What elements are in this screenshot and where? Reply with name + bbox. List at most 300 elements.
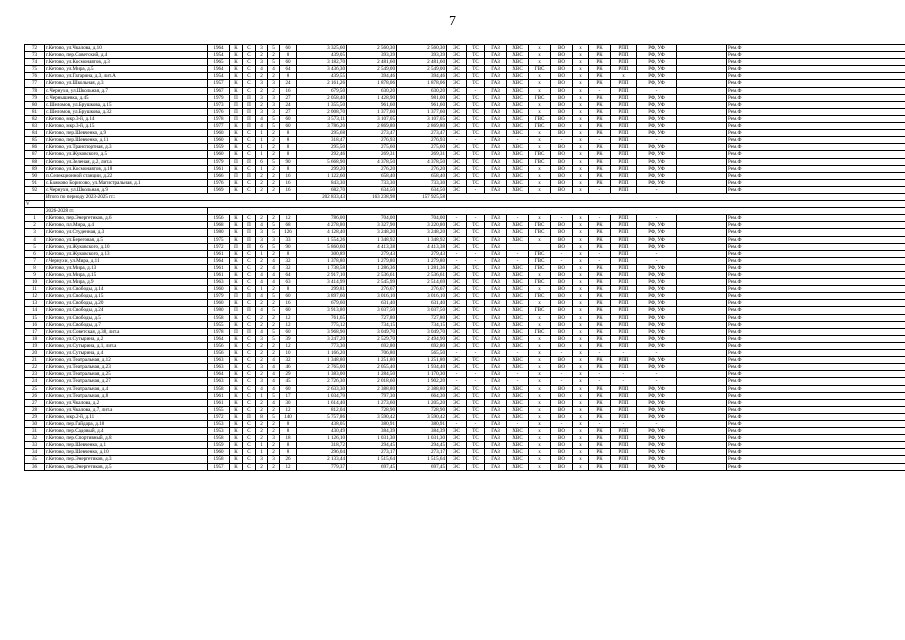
table-row (25, 335, 905, 342)
cell-h: - (507, 420, 529, 427)
cell-v2: 3 590,42 (347, 413, 397, 420)
cell-b: 5 (268, 413, 280, 420)
cell-h: ХВС (507, 158, 529, 165)
cell-l: РК (589, 413, 611, 420)
cell-g: ГАЗ (485, 101, 507, 108)
cell-year: 1958 (208, 314, 230, 321)
cell-p: Рем.Ф (727, 172, 905, 179)
cell-v2: 704,00 (347, 215, 397, 222)
cell-addr: г.Чернухи, ул.Мира, д.11 (45, 257, 208, 264)
cell-e: ЭС (447, 66, 467, 73)
cell-l: РК (589, 357, 611, 364)
cell-v2: 3 327,90 (347, 222, 397, 229)
cell-j: ВО (551, 87, 573, 94)
cell-t: ТС (467, 172, 485, 179)
cell-p: Рем.Ф (727, 335, 905, 342)
cell-o (677, 215, 727, 222)
cell-v2: 2 055,40 (347, 364, 397, 371)
cell-o (677, 264, 727, 271)
cell-o (677, 371, 727, 378)
cell-fl: С (243, 179, 256, 186)
cell-l: РК (589, 144, 611, 151)
cell-h: - (507, 137, 529, 144)
cell-year: 1956 (208, 342, 230, 349)
cell-a: 2 (256, 52, 268, 59)
table-row (25, 137, 905, 144)
cell-p: Рем.Ф (727, 406, 905, 413)
cell-addr: г.Кетово, пер.Шевченко, д.1 (45, 442, 208, 449)
cell-p: Рем.Ф (727, 307, 905, 314)
cell-p: Рем.Ф (727, 385, 905, 392)
cell-v2: 2 529,70 (347, 335, 397, 342)
table-row (25, 364, 905, 371)
cell-addr: с.Бажково Борисово, ул.Магистральная, д.1 (45, 179, 208, 186)
cell-m: РПП (611, 52, 637, 59)
cell-b: 5 (268, 392, 280, 399)
cell-n: 30 (25, 420, 45, 427)
cell-p: Рем.Ф (727, 314, 905, 321)
cell-a: 4 (256, 272, 268, 279)
cell-h: ХВС (507, 286, 529, 293)
cell-h: ХВС (507, 45, 529, 52)
cell-addr: г.Кетово, ул.Советская, д.38, лит.а (45, 328, 208, 335)
cell-v1: 439,55 (297, 73, 347, 80)
cell-l: - (589, 378, 611, 385)
cell-p: Рем.Ф (727, 73, 905, 80)
cell-t: ТС (467, 94, 485, 101)
cell-i: ГВС (529, 229, 551, 236)
cell-n: 78 (25, 87, 45, 94)
cell-g: ГАЗ (485, 94, 507, 101)
cell-l: РК (589, 314, 611, 321)
cell-v3: 704,00 (397, 215, 447, 222)
cell-e: ЭС (447, 59, 467, 66)
cell-t: ТС (467, 165, 485, 172)
cell-v2: 2 545,99 (347, 279, 397, 286)
cell-e: ЭС (447, 222, 467, 229)
cell-v3: 3 037,50 (397, 307, 447, 314)
cell-mat: К (230, 413, 243, 420)
cell-j: ВО (551, 101, 573, 108)
cell-v1: 1 383,00 (297, 371, 347, 378)
cell-n: 8 (25, 264, 45, 271)
cell-g: ГАЗ (485, 45, 507, 52)
cell-v2: 630,20 (347, 87, 397, 94)
cell-p: Рем.Ф (727, 250, 905, 257)
cell-v1: 679,60 (297, 300, 347, 307)
cell-n: 2 (25, 222, 45, 229)
page-number: 7 (449, 14, 456, 29)
cell-b: 5 (268, 123, 280, 130)
cell-addr: п.Селекционной станции, д.22 (45, 172, 208, 179)
cell-e: ЭС (447, 186, 467, 193)
cell-v2: 294,45 (347, 442, 397, 449)
cell-c: 8 (280, 165, 297, 172)
cell-i: х (529, 179, 551, 186)
cell-mat: К (230, 179, 243, 186)
cell-mat: К (230, 406, 243, 413)
cell-v1: 430,49 (297, 428, 347, 435)
cell-b: 2 (268, 286, 280, 293)
cell-p: Рем.Ф (727, 108, 905, 115)
cell-n2: РФ, УФ (637, 307, 677, 314)
cell-e: ЭС (447, 179, 467, 186)
cell-addr: г.Кетово, ул.Театральная, д.8 (45, 392, 208, 399)
cell-b: 5 (268, 229, 280, 236)
cell-g: ГАЗ (485, 371, 507, 378)
cell-a: 2 (256, 87, 268, 94)
cell-v2: 706,80 (347, 350, 397, 357)
cell-c: 12 (280, 463, 297, 470)
cell-o (677, 52, 727, 59)
cell-fl: С (243, 357, 256, 364)
table-row (25, 314, 905, 321)
cell-o (677, 80, 727, 87)
cell-year: 1960 (208, 130, 230, 137)
cell-e: ЭС (447, 73, 467, 80)
cell-o (677, 123, 727, 130)
cell-o (677, 307, 727, 314)
cell-v3: 1 902,20 (397, 378, 447, 385)
cell-l: РК (589, 151, 611, 158)
cell-i: х (529, 236, 551, 243)
cell-j: ВО (551, 108, 573, 115)
cell-m: РПП (611, 158, 637, 165)
cell-v3: 273,47 (397, 130, 447, 137)
cell-year: 1957 (208, 463, 230, 470)
cell-t: - (467, 350, 485, 357)
cell-v1: 1 378,80 (297, 257, 347, 264)
table-row (25, 108, 905, 115)
cell-n2: РФ, УФ (637, 328, 677, 335)
cell-m: РПП (611, 435, 637, 442)
cell-p: Рем.Ф (727, 364, 905, 371)
cell-t: ТС (467, 449, 485, 456)
cell-n2: - (637, 250, 677, 257)
cell-p: Рем.Ф (727, 442, 905, 449)
cell-g: ГАЗ (485, 399, 507, 406)
cell-p: Рем.Ф (727, 94, 905, 101)
cell-v1: 2 133,44 (297, 456, 347, 463)
cell-v1: 3 968,90 (297, 328, 347, 335)
cell-b: 5 (268, 335, 280, 342)
cell-j: ВО (551, 392, 573, 399)
cell-e: ЭС (447, 165, 467, 172)
cell-m: РПП (611, 364, 637, 371)
cell-b: 3 (268, 94, 280, 101)
cell-addr: с.Чернышевка, д.45 (45, 94, 208, 101)
cell-m: РПП (611, 399, 637, 406)
cell-m: РПП (611, 463, 637, 470)
cell-a: 3 (256, 335, 268, 342)
cell-v3: 727,80 (397, 314, 447, 321)
cell-e: ЭС (447, 300, 467, 307)
cell-n: 10 (25, 279, 45, 286)
cell-h: ХВС (507, 272, 529, 279)
cell-c: 29 (280, 371, 297, 378)
cell-a: 1 (256, 165, 268, 172)
cell-k: х (573, 158, 589, 165)
cell-year: 1966 (208, 172, 230, 179)
cell-g: ГАЗ (485, 179, 507, 186)
cell-p: Рем.Ф (727, 371, 905, 378)
cell-fl: С (243, 137, 256, 144)
cell-e: ЭС (447, 286, 467, 293)
cell-o (677, 186, 727, 193)
cell-p: Рем.Ф (727, 87, 905, 94)
cell-v3: 380,91 (397, 420, 447, 427)
cell-i: х (529, 399, 551, 406)
cell-n: 76 (25, 73, 45, 80)
cell-l: РК (589, 80, 611, 87)
cell-c: 90 (280, 158, 297, 165)
cell-mat: К (230, 264, 243, 271)
cell-k: х (573, 229, 589, 236)
cell-m: РПП (611, 215, 637, 222)
cell-n: 20 (25, 350, 45, 357)
cell-k: х (573, 59, 589, 66)
cell-a: 2 (256, 300, 268, 307)
cell-addr: г.Кетово, пер.Гайдара, д.18 (45, 420, 208, 427)
cell-b: 2 (268, 442, 280, 449)
cell-fl: С (243, 449, 256, 456)
cell-v1: 1 614,40 (297, 399, 347, 406)
table-row (25, 123, 905, 130)
cell-addr: г.Кетово, пер.Энергетиков, д.6 (45, 215, 208, 222)
cell-addr: г.Кетово, ул.Гагарина, д.3, лит.А (45, 73, 208, 80)
cell-n2: РФ, УФ (637, 179, 677, 186)
cell-o (677, 328, 727, 335)
cell-fl: С (243, 87, 256, 94)
cell-p: Рем.Ф (727, 222, 905, 229)
cell-e: ЭС (447, 399, 467, 406)
table-row (25, 392, 905, 399)
cell-b: 2 (268, 463, 280, 470)
cell-fl: С (243, 165, 256, 172)
cell-m: РПП (611, 186, 637, 193)
cell-addr: г.Кетово, ул.Космонавтов, д.3 (45, 59, 208, 66)
cell-v2: 3 037,50 (347, 307, 397, 314)
cell-l: РК (589, 108, 611, 115)
cell-k: х (573, 342, 589, 349)
cell-addr: г.Кетово, ул.Свободы, д.20 (45, 300, 208, 307)
cell-o (677, 108, 727, 115)
cell-v2: 4 413,38 (347, 243, 397, 250)
cell-t: ТС (467, 243, 485, 250)
cell-j: - (551, 257, 573, 264)
cell-c: 16 (280, 172, 297, 179)
cell-addr: г.Кетово, ул.Чкалова, д.2 (45, 399, 208, 406)
cell-n: 92 (25, 186, 45, 193)
cell-v1: 3 247,20 (297, 335, 347, 342)
cell-n2: РФ, УФ (637, 272, 677, 279)
cell-i: х (529, 392, 551, 399)
cell-e: ЭС (447, 243, 467, 250)
cell-mat: К (230, 314, 243, 321)
cell-o (677, 115, 727, 122)
cell-h: - (507, 378, 529, 385)
cell-n: 86 (25, 144, 45, 151)
total-label: Итого по периоду 2023-2025 гг.: (45, 193, 297, 200)
cell-m: - (611, 378, 637, 385)
cell-o (677, 449, 727, 456)
cell-n2: РФ, УФ (637, 300, 677, 307)
cell-k: х (573, 87, 589, 94)
cell-addr: г.Кетово, ул.Свободы, д.15 (45, 293, 208, 300)
cell-k: х (573, 392, 589, 399)
cell-n2: - (637, 186, 677, 193)
table-row (25, 66, 905, 73)
cell-h: ХВС (507, 328, 529, 335)
section-period: 2026-2028 гг. (45, 208, 208, 215)
cell-m: РПП (611, 314, 637, 321)
cell-mat: К (230, 59, 243, 66)
cell-year: 1980 (208, 229, 230, 236)
cell-fl: С (243, 371, 256, 378)
cell-g: ГАЗ (485, 66, 507, 73)
cell-j: ВО (551, 456, 573, 463)
cell-g: ГАЗ (485, 264, 507, 271)
cell-l: РК (589, 435, 611, 442)
cell-v3: 631,40 (397, 300, 447, 307)
cell-i: х (529, 144, 551, 151)
cell-v2: 1 284,50 (347, 371, 397, 378)
cell-year: 1979 (208, 158, 230, 165)
cell-h: ХВС (507, 435, 529, 442)
cell-t: ТС (467, 442, 485, 449)
cell-v3: 961,60 (397, 101, 447, 108)
cell-b: 2 (268, 250, 280, 257)
cell-k: х (573, 80, 589, 87)
cell-v2: 276,93 (347, 137, 397, 144)
cell-v2: 3 016,10 (347, 293, 397, 300)
cell-b: 2 (268, 130, 280, 137)
cell-year: 1973 (208, 101, 230, 108)
cell-a: 2 (256, 463, 268, 470)
cell-n2: РФ, УФ (637, 406, 677, 413)
cell-t: ТС (467, 73, 485, 80)
cell-b: 2 (268, 179, 280, 186)
cell-l: - (589, 186, 611, 193)
cell-m: РПП (611, 80, 637, 87)
cell-n2: РФ, УФ (637, 108, 677, 115)
cell-b: 4 (268, 364, 280, 371)
cell-j: ВО (551, 272, 573, 279)
cell-mat: П (230, 158, 243, 165)
cell-j: ВО (551, 357, 573, 364)
cell-n2: РФ, УФ (637, 94, 677, 101)
cell-mat: К (230, 123, 243, 130)
cell-h: ХВС (507, 364, 529, 371)
cell-t: ТС (467, 66, 485, 73)
cell-g: ГАЗ (485, 279, 507, 286)
cell-addr: г.Кетово, ул.Свободы, д.14 (45, 286, 208, 293)
cell-c: 17 (280, 392, 297, 399)
cell-fl: С (243, 151, 256, 158)
cell-h: ХВС (507, 172, 529, 179)
cell-c: 16 (280, 300, 297, 307)
cell-p: Рем.Ф (727, 420, 905, 427)
cell-fl: П (243, 293, 256, 300)
cell-i: х (529, 45, 551, 52)
table-row (25, 236, 905, 243)
cell-j: - (551, 378, 573, 385)
cell-p: Рем.Ф (727, 456, 905, 463)
cell-t: ТС (467, 328, 485, 335)
cell-m: РПП (611, 272, 637, 279)
cell-p: Рем.Ф (727, 101, 905, 108)
cell-mat: К (230, 335, 243, 342)
cell-a: 2 (256, 179, 268, 186)
cell-addr: г.Кетово, пер.Энергетиков, д.5 (45, 463, 208, 470)
cell-g: ГАЗ (485, 236, 507, 243)
cell-j: ВО (551, 449, 573, 456)
cell-k: х (573, 215, 589, 222)
cell-h: ХВС (507, 413, 529, 420)
cell-i: х (529, 59, 551, 66)
table-row (25, 385, 905, 392)
table-row (25, 420, 905, 427)
cell-l: РК (589, 243, 611, 250)
cell-j: ВО (551, 172, 573, 179)
cell-p: Рем.Ф (727, 257, 905, 264)
cell-l: РК (589, 165, 611, 172)
cell-j: ВО (551, 186, 573, 193)
cell-n2: РФ, УФ (637, 392, 677, 399)
cell-b: 2 (268, 449, 280, 456)
cell-year: 1954 (208, 52, 230, 59)
cell-g: ГАЗ (485, 300, 507, 307)
cell-t: - (467, 371, 485, 378)
cell-k: х (573, 420, 589, 427)
cell-mat: К (230, 463, 243, 470)
cell-v1: 2 161,26 (297, 80, 347, 87)
cell-h (507, 243, 529, 250)
cell-j: - (551, 250, 573, 257)
cell-mat: К (230, 186, 243, 193)
cell-v1: 1 122,60 (297, 172, 347, 179)
cell-l: РК (589, 94, 611, 101)
cell-m: РПП (611, 66, 637, 73)
cell-k: х (573, 364, 589, 371)
cell-g: ГАЗ (485, 428, 507, 435)
cell-year: 1954 (208, 73, 230, 80)
cell-fl: С (243, 335, 256, 342)
cell-o (677, 101, 727, 108)
cell-mat: К (230, 222, 243, 229)
cell-v1: 761,65 (297, 314, 347, 321)
cell-g: ГАЗ (485, 449, 507, 456)
cell-fl: С (243, 45, 256, 52)
cell-j: ВО (551, 399, 573, 406)
cell-c: 8 (280, 250, 297, 257)
cell-i: х (529, 342, 551, 349)
cell-k: х (573, 179, 589, 186)
cell-e: ЭС (447, 463, 467, 470)
cell-v1: 299,81 (297, 286, 347, 293)
table-row (25, 286, 905, 293)
cell-v1: 5 668,90 (297, 158, 347, 165)
cell-k: х (573, 137, 589, 144)
cell-c: 60 (280, 123, 297, 130)
cell-g: ГАЗ (485, 165, 507, 172)
cell-k: х (573, 165, 589, 172)
cell-k: х (573, 385, 589, 392)
cell-k: х (573, 399, 589, 406)
cell-o (677, 350, 727, 357)
cell-b: 2 (268, 186, 280, 193)
cell-t: - (467, 186, 485, 193)
